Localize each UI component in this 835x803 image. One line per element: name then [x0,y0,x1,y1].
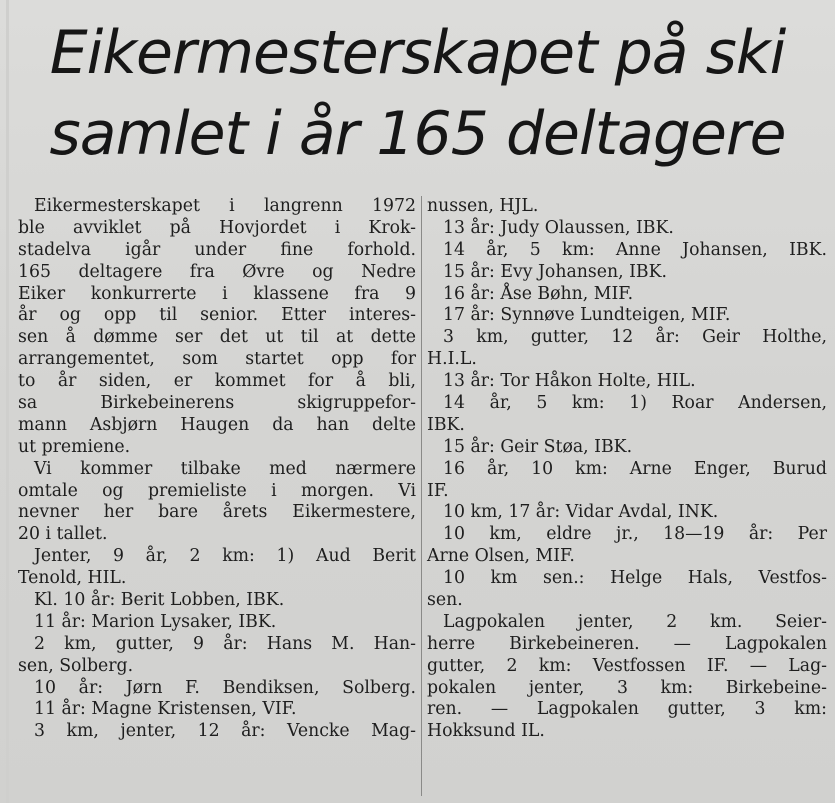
column-divider [421,196,422,796]
text-line: 17 år: Synnøve Lundteigen, MIF. [443,305,731,326]
text-line: ble avviklet på Hovjordet i Krok- [18,217,416,238]
text-line: 16 år, 10 km: Arne Enger, Burud [443,458,827,479]
text-line: 10 år: Jørn F. Bendiksen, Solberg. [34,677,416,698]
headline-line-2: samlet i år 165 deltagere [49,99,786,169]
text-line: 14 år, 5 km: Anne Johansen, IBK. [443,239,827,260]
text-line: Kl. 10 år: Berit Lobben, IBK. [34,590,285,611]
text-line: sen, Solberg. [18,655,134,676]
article-column-left [18,196,416,743]
text-line: 3 km, gutter, 12 år: Geir Holthe, [443,327,827,348]
text-line: omtale og premieliste i morgen. Vi [18,480,416,501]
text-line: 165 deltagere fra Øvre og Nedre [18,261,416,282]
text-line: 2 km, gutter, 9 år: Hans M. Han- [34,633,416,654]
text-line: 10 km sen.: Helge Hals, Vestfos- [443,568,827,589]
text-line: IF. [427,480,449,501]
text-line: 11 år: Marion Lysaker, IBK. [34,611,277,632]
text-line: Arne Olsen, MIF. [427,546,575,567]
text-line: nussen, HJL. [427,196,539,216]
text-line: 14 år, 5 km: 1) Roar Andersen, [443,393,827,414]
text-line: 10 km, 17 år: Vidar Avdal, INK. [443,502,719,523]
text-line: gutter, 2 km: Vestfossen IF. — Lag- [427,655,827,676]
text-line: 15 år: Evy Johansen, IBK. [443,261,668,282]
text-line: år og opp til senior. Etter interes- [18,305,416,326]
text-line: Hokksund IL. [427,721,545,742]
text-line: stadelva igår under fine forhold. [18,239,416,260]
text-line: Vi kommer tilbake med nærmere [34,458,416,479]
text-line: Tenold, HIL. [18,568,127,589]
text-line: ren. — Lagpokalen gutter, 3 km: [427,699,827,720]
text-line: 3 km, jenter, 12 år: Vencke Mag- [34,721,416,742]
text-line: Eiker konkurrerte i klassene fra 9 [18,283,416,304]
text-line: sen å dømme ser det ut til at dette [18,327,416,348]
text-line: 10 km, eldre jr., 18—19 år: Per [443,524,827,545]
text-line: Eikermesterskapet i langrenn 1972 [34,196,416,216]
text-line: nevner her bare årets Eikermestere, [18,502,416,523]
text-line: IBK. [427,414,465,435]
headline-line-1: Eikermesterskapet på ski [49,18,786,88]
text-line: to år siden, er kommet for å bli, [18,371,416,392]
text-line: arrangementet, som startet opp for [18,349,416,370]
text-line: 15 år: Geir Støa, IBK. [443,436,633,457]
text-line: Jenter, 9 år, 2 km: 1) Aud Berit [34,546,416,567]
text-line: 16 år: Åse Bøhn, MIF. [443,283,634,304]
text-line: H.I.L. [427,349,477,370]
text-line: sa Birkebeinerens skigruppefor- [18,393,416,414]
text-line: pokalen jenter, 3 km: Birkebeine- [427,677,827,698]
text-line: ut premiene. [18,436,131,457]
text-line: herre Birkebeineren. — Lagpokalen [427,633,827,654]
article-column-right [427,196,827,743]
text-line: Lagpokalen jenter, 2 km. Seier- [443,611,827,632]
text-line: 13 år: Judy Olaussen, IBK. [443,217,674,238]
text-line: 20 i tallet. [18,524,108,545]
text-line: 11 år: Magne Kristensen, VIF. [34,699,297,720]
text-line: 13 år: Tor Håkon Holte, HIL. [443,371,696,392]
text-line: mann Asbjørn Haugen da han delte [18,414,416,435]
text-line: sen. [427,590,463,611]
